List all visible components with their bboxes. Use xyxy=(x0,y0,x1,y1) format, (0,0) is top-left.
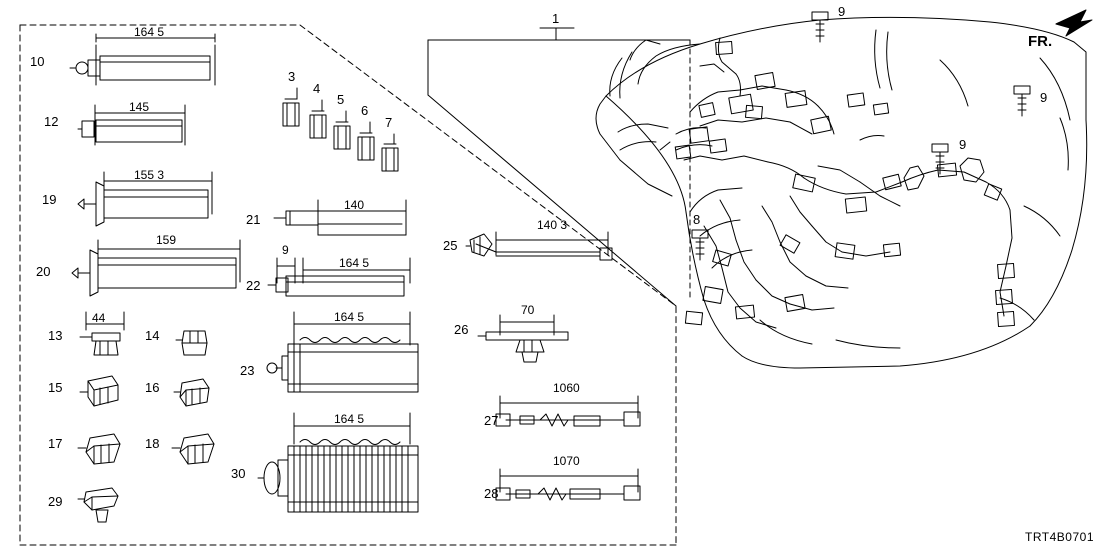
dimension-10: 164 5 xyxy=(134,25,165,39)
callout-8: 8 xyxy=(693,212,701,227)
callout-3: 3 xyxy=(288,69,296,84)
callout-19: 19 xyxy=(42,192,57,207)
dimension-30: 164 5 xyxy=(334,412,365,426)
part-number: TRT4B0701 xyxy=(1025,530,1094,544)
callout-25: 25 xyxy=(443,238,458,253)
callout-26: 26 xyxy=(454,322,469,337)
dimension-26: 70 xyxy=(521,303,535,317)
callout-13: 13 xyxy=(48,328,63,343)
callout-22: 22 xyxy=(246,278,261,293)
callout-21: 21 xyxy=(246,212,261,227)
callout-20: 20 xyxy=(36,264,51,279)
callout-7: 7 xyxy=(385,115,393,130)
callout-5: 5 xyxy=(337,92,345,107)
dimension-22-short: 9 xyxy=(282,243,289,257)
callout-15: 15 xyxy=(48,380,63,395)
callout-9-top: 9 xyxy=(838,4,846,19)
callout-1: 1 xyxy=(552,11,560,26)
callout-28: 28 xyxy=(484,486,499,501)
callout-6: 6 xyxy=(361,103,369,118)
orientation-label: FR. xyxy=(1028,33,1053,50)
callout-14: 14 xyxy=(145,328,160,343)
dimension-23: 164 5 xyxy=(334,310,365,324)
callout-17: 17 xyxy=(48,436,63,451)
callout-10: 10 xyxy=(30,54,45,69)
dimension-13: 44 xyxy=(92,311,106,325)
dimension-27: 1060 xyxy=(553,381,580,395)
callout-12: 12 xyxy=(44,114,59,129)
dimension-28: 1070 xyxy=(553,454,580,468)
dimension-20: 159 xyxy=(156,233,177,247)
callout-30: 30 xyxy=(231,466,246,481)
dimension-21: 140 xyxy=(344,198,365,212)
callout-29: 29 xyxy=(48,494,63,509)
dimension-22-long: 164 5 xyxy=(339,256,370,270)
dimension-25: 140 3 xyxy=(537,218,568,232)
dimension-19: 155 3 xyxy=(134,168,165,182)
callout-16: 16 xyxy=(145,380,160,395)
callout-27: 27 xyxy=(484,413,499,428)
callout-9-right: 9 xyxy=(1040,90,1048,105)
dimension-12: 145 xyxy=(129,100,150,114)
callout-18: 18 xyxy=(145,436,160,451)
callout-9-mid: 9 xyxy=(959,137,967,152)
callout-23: 23 xyxy=(240,363,255,378)
callout-4: 4 xyxy=(313,81,321,96)
